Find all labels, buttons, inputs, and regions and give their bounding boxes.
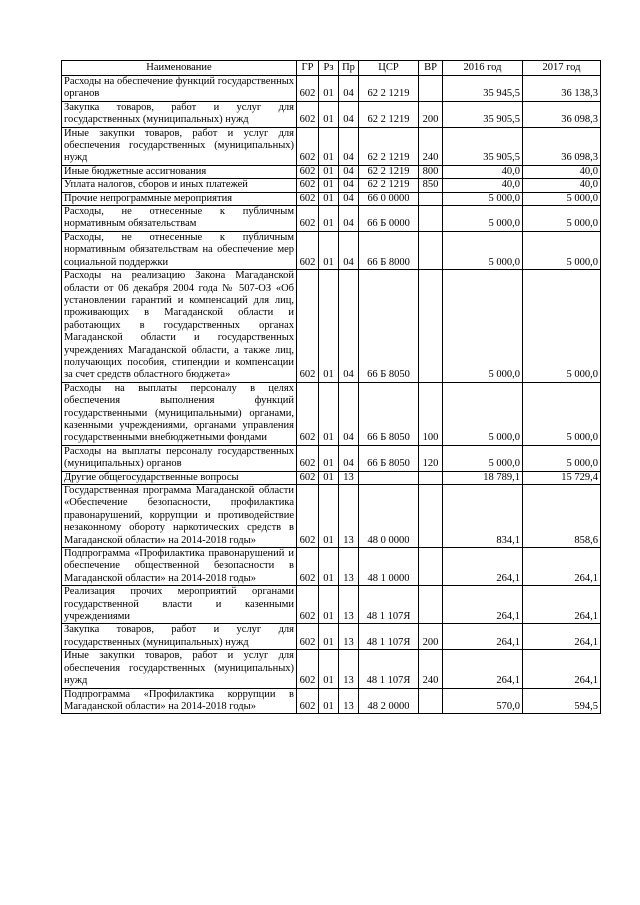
table-row [62,206,601,232]
row-csr: 66 Б 8000 [359,231,419,269]
row-gr: 602 [297,76,319,102]
row-pr: 04 [339,127,359,165]
row-pr: 04 [339,382,359,445]
row-value-2016: 35 905,5 [443,101,523,127]
table-row [62,192,601,205]
row-vr: 850 [419,179,443,192]
row-csr: 62 2 1219 [359,165,419,178]
row-value-2017: 5 000,0 [523,206,601,232]
row-csr: 48 0 0000 [359,485,419,548]
row-csr: 66 0 0000 [359,192,419,205]
header-row [62,61,601,76]
row-value-2017: 264,1 [523,650,601,688]
row-pr: 13 [339,548,359,586]
row-name: Расходы, не отнесенные к публичным нормативным обязательствам на обеспечение мер социальной поддержки [62,231,297,269]
col-header-csr: ЦСР [359,61,419,76]
row-rz: 01 [319,192,339,205]
table-row [62,101,601,127]
row-value-2016: 264,1 [443,586,523,624]
row-value-2016: 264,1 [443,650,523,688]
table-row [62,548,601,586]
row-rz: 01 [319,688,339,714]
row-gr: 602 [297,165,319,178]
row-name: Расходы на обеспечение функций государственных органов [62,76,297,102]
row-pr: 04 [339,101,359,127]
row-pr: 04 [339,445,359,471]
row-gr: 602 [297,471,319,484]
table-row [62,445,601,471]
row-pr: 13 [339,650,359,688]
col-header-2016: 2016 год [443,61,523,76]
row-vr: 200 [419,624,443,650]
row-pr: 04 [339,179,359,192]
row-gr: 602 [297,624,319,650]
row-csr: 48 1 0000 [359,548,419,586]
row-name: Иные закупки товаров, работ и услуг для обеспечения государственных (муниципальных) нужд [62,127,297,165]
row-value-2016: 5 000,0 [443,192,523,205]
row-value-2017: 264,1 [523,624,601,650]
row-name: Закупка товаров, работ и услуг для государственных (муниципальных) нужд [62,101,297,127]
row-value-2016: 35 905,5 [443,127,523,165]
row-value-2016: 5 000,0 [443,270,523,383]
row-pr: 04 [339,270,359,383]
row-csr: 66 Б 8050 [359,270,419,383]
row-vr: 100 [419,382,443,445]
row-value-2016: 5 000,0 [443,206,523,232]
row-rz: 01 [319,206,339,232]
row-value-2017: 858,6 [523,485,601,548]
row-name: Подпрограмма «Профилактика коррупции в Магаданской области» на 2014-2018 годы» [62,688,297,714]
row-gr: 602 [297,485,319,548]
row-value-2017: 5 000,0 [523,270,601,383]
row-value-2017: 5 000,0 [523,445,601,471]
row-value-2016: 40,0 [443,165,523,178]
row-value-2017: 36 098,3 [523,101,601,127]
row-vr: 240 [419,127,443,165]
col-header-rz: Рз [319,61,339,76]
row-value-2017: 40,0 [523,179,601,192]
row-name: Расходы на реализацию Закона Магаданской области от 06 декабря 2004 года № 507-ОЗ «Об установлении гарантий и компенсаций для лиц, проживающих в Магаданской области и работающих в государственных органах Магаданской области и государственных учреждениях Магаданской области, а также лиц, получающих пособия, стипендии и компенсации за счет средств областного бюджета» [62,270,297,383]
row-pr: 13 [339,586,359,624]
row-name: Государственная программа Магаданской области «Обеспечение безопасности, профилактика правонарушений, коррупции и противодействие незаконному обороту наркотических средств в Магаданской области» на 2014-2018 годы» [62,485,297,548]
row-pr: 04 [339,192,359,205]
row-vr [419,76,443,102]
row-vr [419,192,443,205]
row-vr [419,270,443,383]
row-value-2017: 594,5 [523,688,601,714]
row-rz: 01 [319,76,339,102]
row-rz: 01 [319,270,339,383]
row-name: Уплата налогов, сборов и иных платежей [62,179,297,192]
row-rz: 01 [319,485,339,548]
row-csr: 66 Б 0000 [359,206,419,232]
row-name: Расходы, не отнесенные к публичным нормативным обязательствам [62,206,297,232]
row-value-2017: 5 000,0 [523,382,601,445]
row-rz: 01 [319,471,339,484]
row-rz: 01 [319,382,339,445]
table-row [62,650,601,688]
row-value-2016: 18 789,1 [443,471,523,484]
row-rz: 01 [319,101,339,127]
row-gr: 602 [297,586,319,624]
row-pr: 13 [339,485,359,548]
row-value-2016: 5 000,0 [443,382,523,445]
table-row [62,688,601,714]
row-csr: 48 2 0000 [359,688,419,714]
row-rz: 01 [319,650,339,688]
row-value-2017: 36 098,3 [523,127,601,165]
row-gr: 602 [297,650,319,688]
row-value-2017: 264,1 [523,548,601,586]
row-vr [419,471,443,484]
row-gr: 602 [297,445,319,471]
row-value-2016: 40,0 [443,179,523,192]
row-pr: 13 [339,624,359,650]
row-vr: 120 [419,445,443,471]
row-gr: 602 [297,688,319,714]
col-header-gr: ГР [297,61,319,76]
row-value-2016: 35 945,5 [443,76,523,102]
table-row [62,127,601,165]
row-name: Расходы на выплаты персоналу государственных (муниципальных) органов [62,445,297,471]
row-vr [419,688,443,714]
row-rz: 01 [319,127,339,165]
row-value-2017: 36 138,3 [523,76,601,102]
row-value-2017: 40,0 [523,165,601,178]
col-header-vr: ВР [419,61,443,76]
row-pr: 04 [339,231,359,269]
col-header-2017: 2017 год [523,61,601,76]
row-rz: 01 [319,624,339,650]
row-gr: 602 [297,192,319,205]
row-vr [419,548,443,586]
row-value-2017: 5 000,0 [523,231,601,269]
row-rz: 01 [319,586,339,624]
row-csr: 62 2 1219 [359,179,419,192]
row-value-2016: 570,0 [443,688,523,714]
table-row [62,231,601,269]
row-name: Иные бюджетные ассигнования [62,165,297,178]
row-gr: 602 [297,382,319,445]
row-vr [419,586,443,624]
row-gr: 602 [297,548,319,586]
row-rz: 01 [319,445,339,471]
row-vr [419,485,443,548]
row-name: Реализация прочих мероприятий органами государственной власти и казенными учреждениями [62,586,297,624]
row-csr: 62 2 1219 [359,101,419,127]
row-vr: 200 [419,101,443,127]
row-rz: 01 [319,548,339,586]
table-row [62,485,601,548]
row-pr: 04 [339,165,359,178]
table-row [62,179,601,192]
table-row [62,586,601,624]
row-name: Прочие непрограммные мероприятия [62,192,297,205]
row-csr: 48 1 107Я [359,624,419,650]
budget-table [61,60,601,714]
row-csr: 66 Б 8050 [359,382,419,445]
row-csr: 66 Б 8050 [359,445,419,471]
row-rz: 01 [319,231,339,269]
col-header-name: Наименование [62,61,297,76]
row-csr: 62 2 1219 [359,127,419,165]
row-csr [359,471,419,484]
table-row [62,624,601,650]
table-row [62,471,601,484]
row-pr: 04 [339,76,359,102]
row-gr: 602 [297,231,319,269]
row-gr: 602 [297,206,319,232]
row-pr: 04 [339,206,359,232]
row-vr [419,231,443,269]
row-value-2017: 5 000,0 [523,192,601,205]
row-value-2016: 264,1 [443,548,523,586]
row-value-2017: 264,1 [523,586,601,624]
row-rz: 01 [319,165,339,178]
table-row [62,270,601,383]
row-value-2016: 264,1 [443,624,523,650]
table-row [62,382,601,445]
row-csr: 62 2 1219 [359,76,419,102]
row-value-2017: 15 729,4 [523,471,601,484]
table-row [62,165,601,178]
row-vr [419,206,443,232]
row-gr: 602 [297,101,319,127]
row-csr: 48 1 107Я [359,650,419,688]
row-name: Расходы на выплаты персоналу в целях обеспечения выполнения функций государственными (муниципальными) органами, казенными учреждениями, органами управления государственными внебюджетными фондами [62,382,297,445]
row-value-2016: 5 000,0 [443,231,523,269]
table-row [62,76,601,102]
row-gr: 602 [297,127,319,165]
row-value-2016: 834,1 [443,485,523,548]
row-name: Закупка товаров, работ и услуг для государственных (муниципальных) нужд [62,624,297,650]
row-vr: 240 [419,650,443,688]
row-rz: 01 [319,179,339,192]
row-pr: 13 [339,471,359,484]
row-vr: 800 [419,165,443,178]
row-pr: 13 [339,688,359,714]
col-header-pr: Пр [339,61,359,76]
row-csr: 48 1 107Я [359,586,419,624]
row-name: Иные закупки товаров, работ и услуг для обеспечения государственных (муниципальных) нужд [62,650,297,688]
row-gr: 602 [297,179,319,192]
row-value-2016: 5 000,0 [443,445,523,471]
row-gr: 602 [297,270,319,383]
row-name: Подпрограмма «Профилактика правонарушений и обеспечение общественной безопасности в Магаданской области» на 2014-2018 годы» [62,548,297,586]
row-name: Другие общегосударственные вопросы [62,471,297,484]
